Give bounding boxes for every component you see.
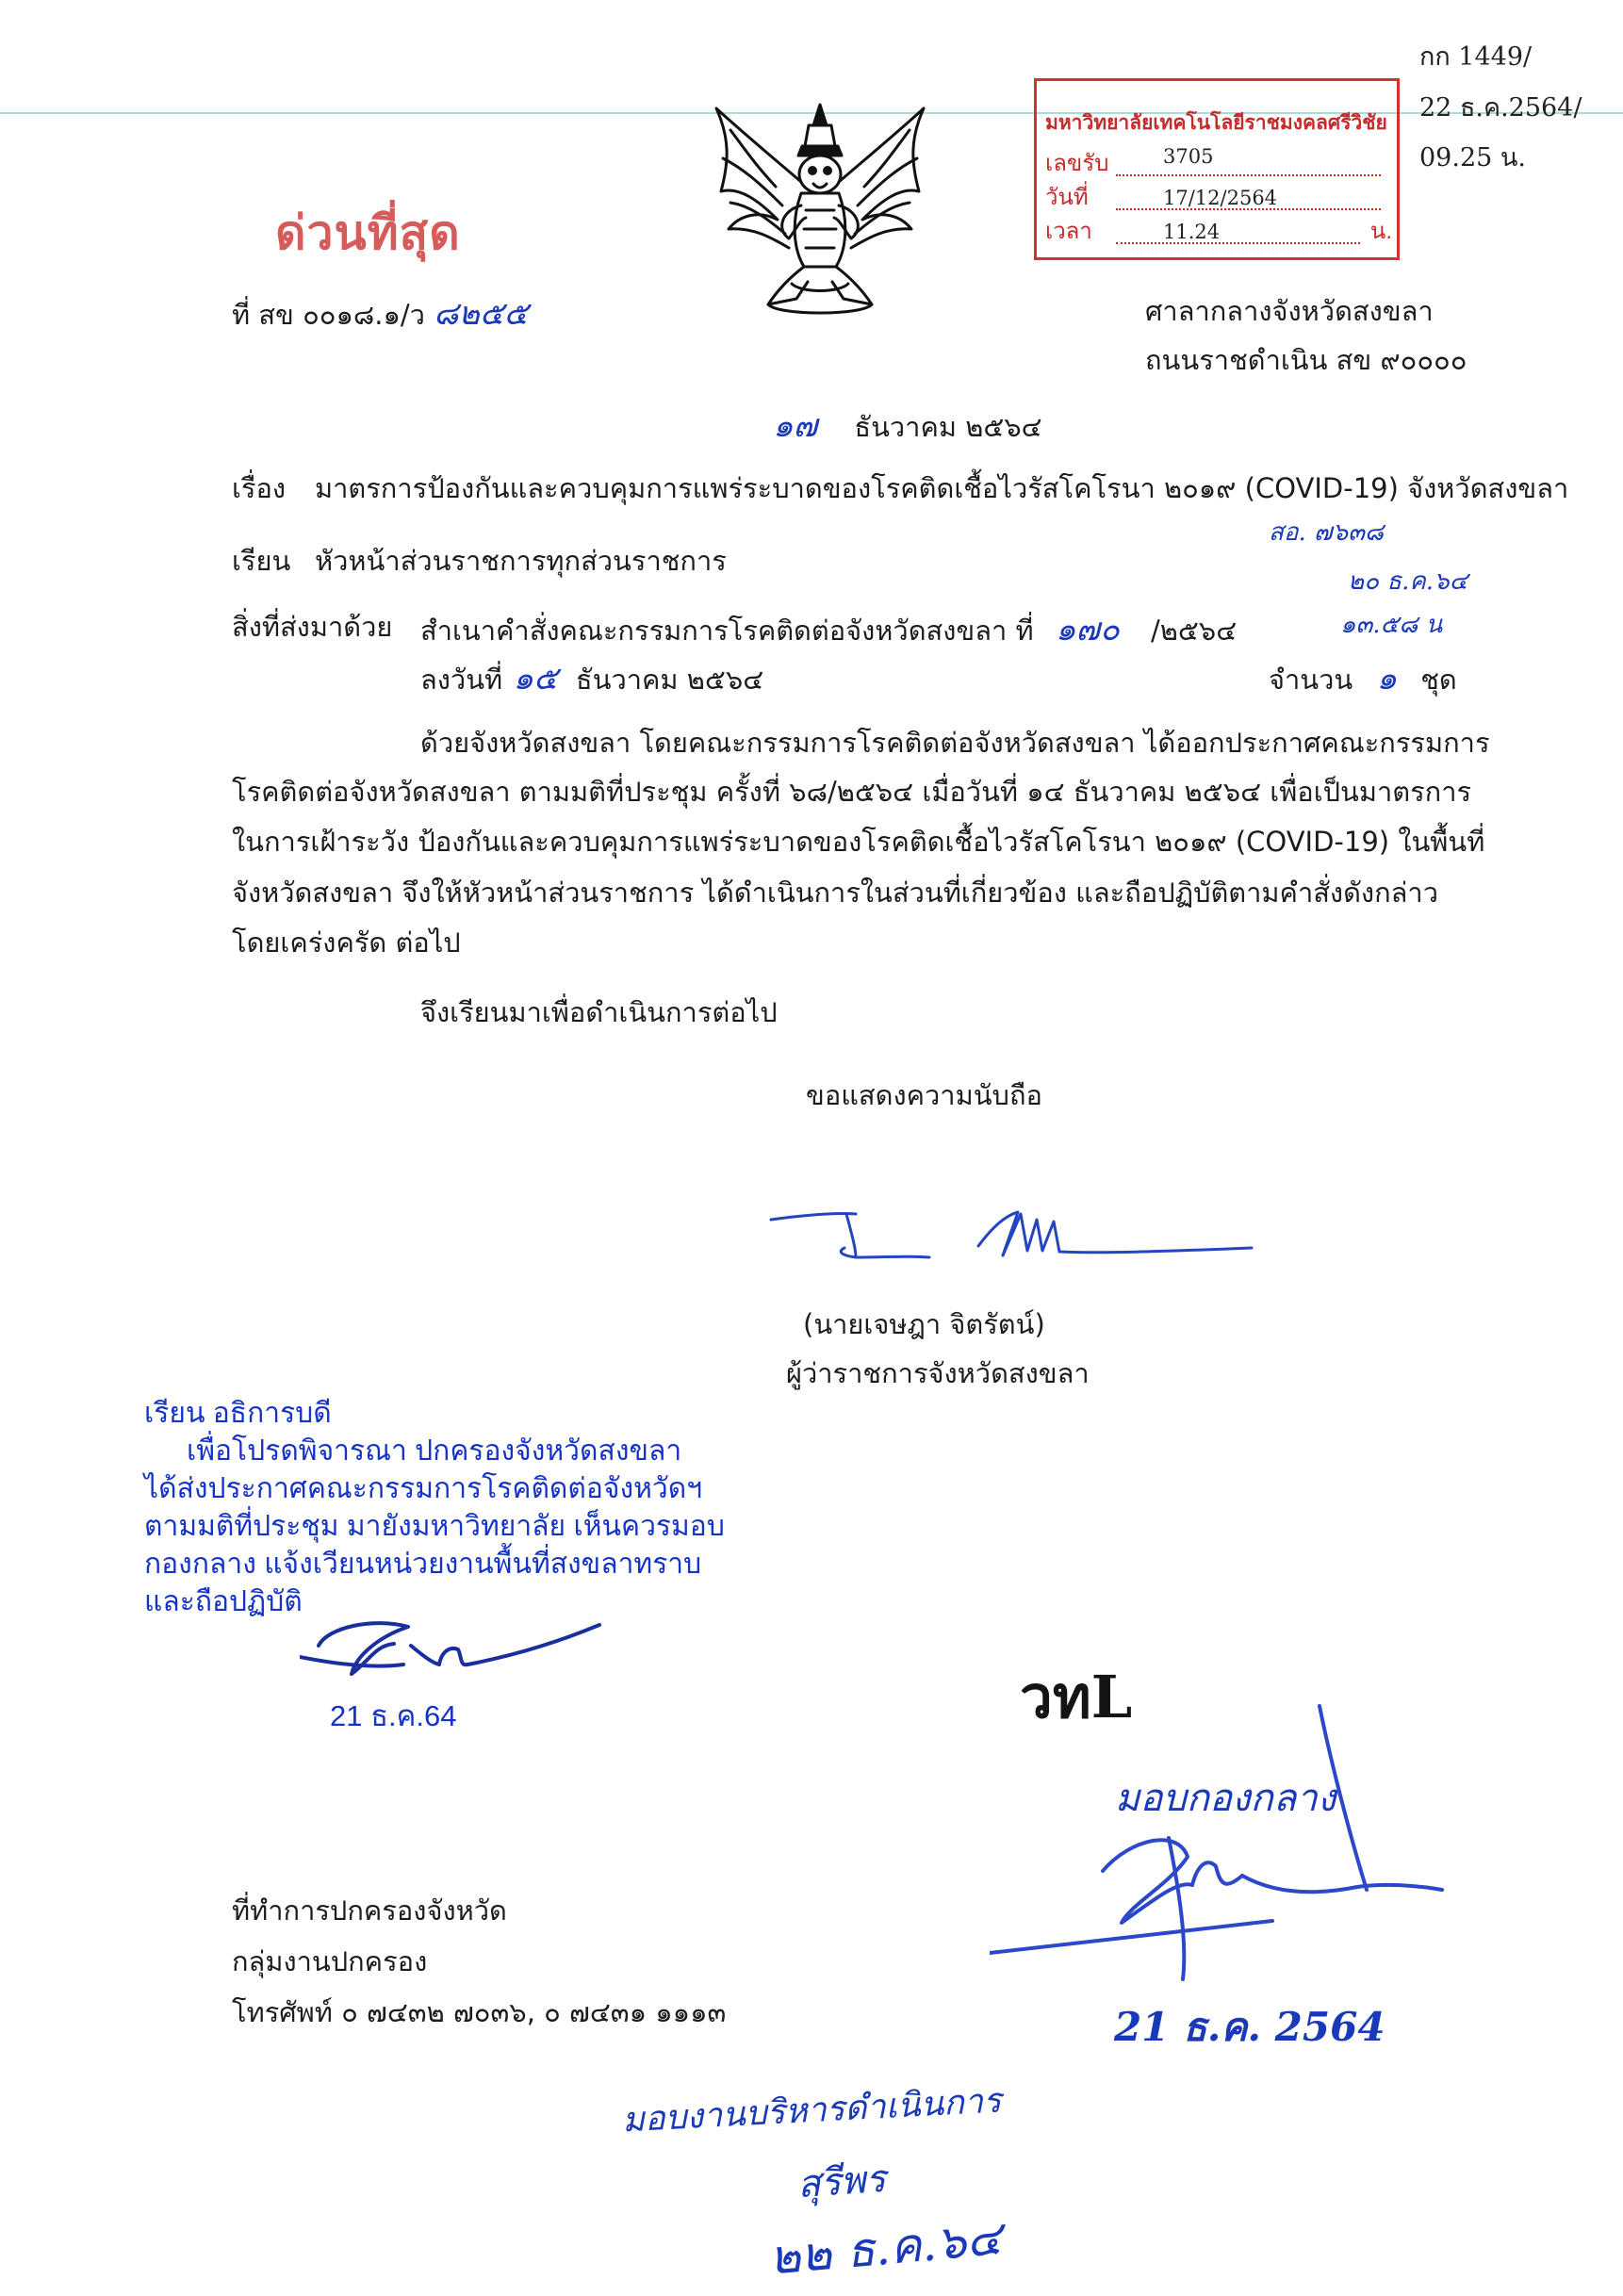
recipient-text: หัวหน้าส่วนราชการทุกส่วนราชการ	[315, 545, 727, 577]
stamp-date-label: วันที่	[1045, 185, 1089, 210]
enclosure-quantity	[1269, 660, 1457, 698]
university-receipt-stamp	[1034, 78, 1400, 260]
receipt-note-line-1: กก 1449/	[1419, 42, 1533, 72]
director-signature	[990, 1697, 1451, 1998]
office-phone: โทรศัพท์ ๐ ๗๔๓๒ ๗๐๓๖, ๐ ๗๔๓๑ ๑๑๑๓	[232, 1996, 727, 2028]
enclosure-label: สิ่งที่ส่งมาด้วย	[232, 611, 393, 643]
memo-line-5: กองกลาง แจ้งเวียนหน่วยงานพื้นที่สงขลาทราบ	[144, 1549, 702, 1580]
sender-address-line-2: ถนนราชดำเนิน สข ๙๐๐๐๐	[1145, 344, 1467, 376]
letter-date-month-year: ธันวาคม ๒๕๖๔	[854, 411, 1042, 443]
memo-line-3: ได้ส่งประกาศคณะกรรมการโรคติดต่อจังหวัดฯ	[144, 1473, 703, 1504]
stamp-time: 11.24	[1163, 221, 1221, 243]
subject-label: เรื่อง	[232, 472, 287, 504]
subject-text: มาตรการป้องกันและควบคุมการแพร่ระบาดของโรคติดเชื้อไวรัสโคโรนา ๒๐๑๙ (COVID-19) จังหวัดสงขลา	[315, 472, 1569, 504]
memo-line-1: เรียน อธิการบดี	[144, 1398, 332, 1429]
office-name: ที่ทำการปกครองจังหวัด	[232, 1894, 507, 1927]
document-number-handwritten: ๘๒๕๕	[434, 295, 529, 333]
letter-date	[773, 407, 1042, 446]
signer-title: ผู้ว่าราชการจังหวัดสงขลา	[786, 1357, 1090, 1389]
stamp-time-label: เวลา	[1045, 219, 1092, 244]
handwritten-sor-or-date: ๒๐ ธ.ค.๖๔	[1348, 567, 1468, 596]
handwritten-bottom-note-line-1: มอบงานบริหารดำเนินการ	[621, 2081, 1003, 2140]
handwritten-assign-note: มอบกองกลาง	[1115, 1777, 1336, 1820]
body-line-2: โรคติดต่อจังหวัดสงขลา ตามมติที่ประชุม ครั้งที่ ๖๘/๒๕๖๔ เมื่อวันที่ ๑๔ ธันวาคม ๒๕๖๔ เพื่อเป็นมาตรการ	[232, 776, 1472, 808]
office-division: กลุ่มงานปกครอง	[232, 1945, 428, 1977]
stamp-dotted-line	[1116, 242, 1360, 244]
closing-salutation: ขอแสดงความนับถือ	[806, 1079, 1042, 1111]
memo-date: 21 ธ.ค.64	[330, 1699, 457, 1732]
body-line-3: ในการเฝ้าระวัง ป้องกันและควบคุมการแพร่ระบาดของโรคติดเชื้อไวรัสโคโรนา ๒๐๑๙ (COVID-19) ในพื้นที่	[232, 826, 1485, 858]
recipient-label: เรียน	[232, 545, 291, 577]
document-number-prefix: ที่ สข ๐๐๑๘.๑/ว	[232, 299, 425, 331]
enclosure-date-month-year: ธันวาคม ๒๕๖๔	[575, 664, 764, 696]
sender-address-line-1: ศาลากลางจังหวัดสงขลา	[1145, 295, 1434, 327]
handwritten-bottom-note-signature: สุรีพร	[795, 2157, 888, 2207]
receipt-note-line-2: 22 ธ.ค.2564/	[1419, 93, 1582, 123]
receipt-note-line-3: 09.25 น.	[1419, 143, 1526, 172]
handwritten-assign-date: 21 ธ.ค. 2564	[1114, 2004, 1385, 2050]
enclosure-date	[420, 660, 763, 698]
enclosure-description	[420, 611, 1237, 649]
document-number	[232, 295, 528, 334]
stamp-time-unit: น.	[1369, 219, 1392, 244]
closing-request: จึงเรียนมาเพื่อดำเนินการต่อไป	[420, 996, 778, 1028]
garuda-emblem	[702, 97, 938, 323]
enclosure-number-suffix: /๒๕๖๔	[1150, 615, 1238, 647]
enclosure-number-handwritten: ๑๗๐	[1055, 611, 1120, 648]
body-line-5: โดยเคร่งครัด ต่อไป	[232, 927, 461, 959]
stamp-receipt-number-row	[1045, 147, 1392, 181]
memo-signature	[300, 1608, 611, 1693]
memo-line-2: เพื่อโปรดพิจารณา ปกครองจังหวัดสงขลา	[187, 1435, 682, 1467]
handwritten-sor-or-number: สอ. ๗๖๓๘	[1269, 518, 1384, 547]
quantity-unit: ชุด	[1420, 664, 1457, 696]
handwritten-black-note: วทL	[1020, 1663, 1133, 1731]
urgent-stamp: ด่วนที่สุด	[275, 205, 461, 260]
stamp-time-row	[1045, 215, 1392, 249]
handwritten-bottom-note-date: ๒๒ ธ.ค.๖๔	[766, 2210, 1005, 2286]
body-line-4: จังหวัดสงขลา จึงให้หัวหน้าส่วนราชการ ได้ดำเนินการในส่วนที่เกี่ยวข้อง และถือปฏิบัติตามคำสั่งดังกล่าว	[232, 877, 1438, 909]
stamp-date: 17/12/2564	[1163, 187, 1278, 209]
university-name: มหาวิทยาลัยเทคโนโลยีราชมงคลศรีวิชัย	[1045, 112, 1387, 134]
quantity-handwritten: ๑	[1376, 660, 1398, 697]
enclosure-date-day-handwritten: ๑๕	[513, 660, 558, 697]
enclosure-date-prefix: ลงวันที่	[420, 664, 503, 696]
handwritten-sor-or-time: ๑๓.๕๘ น	[1340, 611, 1443, 639]
stamp-receipt-number: 3705	[1163, 145, 1214, 168]
body-line-1: ด้วยจังหวัดสงขลา โดยคณะกรรมการโรคติดต่อจังหวัดสงขลา ได้ออกประกาศคณะกรรมการ	[420, 727, 1490, 759]
memo-line-4: ตามมติที่ประชุม มายังมหาวิทยาลัย เห็นควรมอบ	[144, 1511, 725, 1542]
quantity-label: จำนวน	[1269, 664, 1353, 696]
governor-signature	[762, 1199, 1261, 1274]
stamp-date-row	[1045, 181, 1392, 215]
memo-line-6: และถือปฏิบัติ	[144, 1586, 303, 1617]
stamp-dotted-line	[1116, 174, 1381, 176]
letter-date-day: ๑๗	[773, 407, 818, 445]
enclosure-text: สำเนาคำสั่งคณะกรรมการโรคติดต่อจังหวัดสงขลา ที่	[420, 615, 1034, 647]
stamp-receipt-number-label: เลขรับ	[1045, 151, 1109, 176]
signer-name: (นายเจษฎา จิตรัตน์)	[803, 1308, 1045, 1340]
